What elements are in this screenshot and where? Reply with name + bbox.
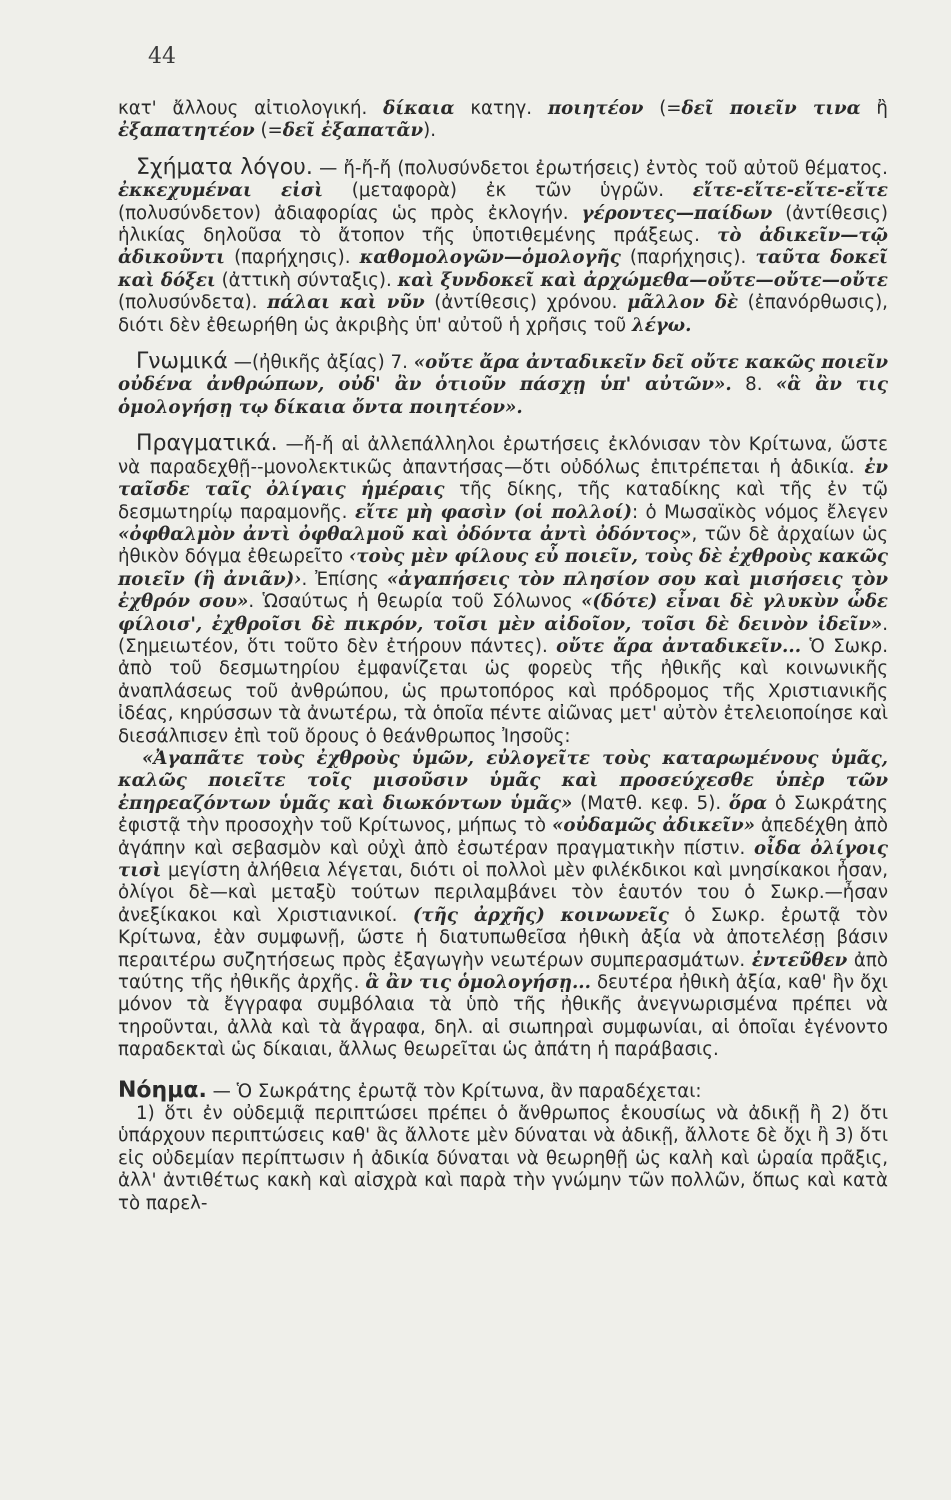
schemata-greek-7: καὶ ξυνδοκεῖ καὶ ἀρχώμεθα—οὔτε—οὔτε—οὔτε bbox=[397, 269, 888, 291]
pragmatika-text-5: . Ἐπίσης bbox=[301, 568, 379, 590]
page-text bbox=[118, 98, 888, 1215]
pragmatika-greek-6: «(δότε) εἶναι δὲ γλυκὺν ὧδε φίλοισ', ἐχθροῖσι δὲ πικρόν, τοῖσι μὲν αἰδοῖον, τοῖσι δὲ δεινὸν ἰδεῖν» bbox=[118, 591, 888, 635]
schemata-text-6: (παρήχησις). bbox=[629, 247, 747, 269]
schemata-text-1: — ἤ-ἤ-ἤ (πολυσύνδετοι ἐρωτήσεις) ἐντὸς τοῦ αὐτοῦ θέματος. bbox=[319, 157, 888, 179]
pragmatika-greek-9: «οὐδαμῶς ἀδικεῖν» bbox=[552, 815, 755, 837]
pragmatika-heading: Πραγματικά. bbox=[136, 431, 278, 457]
schemata-greek-8: πάλαι καὶ νῦν bbox=[267, 292, 425, 314]
schemata-greek-2: εἴτε-εἴτε-εἴτε-εἴτε bbox=[692, 180, 888, 202]
pragmatika-greek-13: ἃ ἂν τις ὁμολογήσῃ... bbox=[365, 972, 591, 994]
schemata-text-2: (μεταφορὰ) ἐκ τῶν ὑγρῶν. bbox=[351, 180, 665, 202]
intro-text-4: ἢ bbox=[876, 98, 888, 119]
gnomika-greek-2: «ἃ ἂν τις ὁμολογήσῃ τῳ δίκαια ὄντα ποιητέον». bbox=[118, 374, 888, 418]
pragmatika-greek-1: ἐν ταῖσδε ταῖς ὀλίγαις ἡμέραις bbox=[118, 456, 888, 501]
gnomika-text-1: —(ἠθικῆς ἀξίας) 7. bbox=[233, 352, 408, 374]
schemata-text-3: (πολυσύνδετον) ἀδιαφορίας ὡς πρὸς ἐκλογήν. bbox=[118, 202, 569, 224]
page-number: 44 bbox=[148, 44, 176, 69]
schemata-greek-5: καθομολογῶν—ὁμολογῆς bbox=[359, 247, 621, 269]
intro-text-5: (= bbox=[260, 120, 283, 142]
intro-paragraph bbox=[118, 98, 888, 143]
pragmatika-text-13: ἀπὸ ταύτης τῆς ἠθικῆς ἀρχῆς. bbox=[118, 949, 888, 994]
intro-text-2: κατηγ. bbox=[470, 98, 533, 119]
pragmatika-text-8: Ὁ Σωκρ. ἀπὸ τοῦ δεσμωτηρίου ἐμφανίζεται ὡς φορεὺς τῆς ἠθικῆς καὶ κοινωνικῆς ἀναπλάσεως τοῦ ἀνθρώπου, ὡς πρωτοπόρος καὶ πρόδρομος τῆς Χριστιανικῆς ἰδέας, κηρύσσων τὰ ἀνωτέρω, τὰ ὁποῖα πέντε αἰῶνας μετ' αὐτὸν ἐτελειοποίησε καὶ διεσάλπισεν ἐπὶ τοῦ ὄρους ὁ θεάνθρωπος Ἰησοῦς: bbox=[118, 635, 888, 747]
schemata-greek-3: γέροντες—παίδων bbox=[581, 202, 773, 224]
intro-greek-5: δεῖ ἐξαπατᾶν bbox=[282, 120, 424, 142]
pragmatika-text-1: —ἤ-ἤ αἱ ἀλλεπάλληλοι ἐρωτήσεις ἐκλόνισαν τὸν Κρίτωνα, ὥστε νὰ παραδεχθῇ--μονολεκτικῶς ἀπαντήσας—ὅτι οὐδόλως ἐπιτρέπεται ἡ ἀδικία. bbox=[118, 434, 888, 478]
pragmatika-greek-11: (τῆς ἀρχῆς) κοινωνεῖς bbox=[412, 904, 669, 926]
schemata-text-9: (ἀντίθεσις) χρόνου. bbox=[434, 292, 618, 314]
noema-paragraph bbox=[118, 1077, 888, 1103]
pragmatika-text-9: ὁ Σωκράτης ἐφιστᾷ τὴν προσοχὴν τοῦ Κρίτωνος, μήπως τὸ bbox=[118, 792, 888, 837]
pragmatika-text-11: μεγίστη ἀλήθεια λέγεται, διότι οἱ πολλοὶ μὲν φιλέκδικοι καὶ μνησίκακοι ἦσαν, ὀλίγοι δὲ—καὶ μεταξὺ τούτων περιλαμβάνει τὸν ἑαυτόν του ὁ Σωκρ.—ἦσαν ἀνεξίκακοι καὶ Χριστιανικοί. bbox=[118, 860, 888, 926]
noema-text-2: 1) ὅτι ἐν οὐδεμιᾷ περιπτώσει πρέπει ὁ ἄνθρωπος ἑκουσίως νὰ ἀδικῇ ἢ 2) ὅτι ὑπάρχουν περιπτώσεις καθ' ἃς ἄλλοτε μὲν δύναται νὰ ἀδικῇ, ἄλλοτε δὲ ὄχι ἢ 3) ὅτι εἰς οὐδεμίαν περίπτωσιν ἡ ἀδικία δύναται νὰ θεωρηθῇ ὡς καλὴ καὶ ὡραία πρᾶξις, ἀλλ' ἀντιθέτως κακὴ καὶ αἰσχρὰ καὶ παρὰ τὴν γνώμην τῶν πολλῶν, ὅπως καὶ κατὰ τὸ παρελ- bbox=[118, 1103, 888, 1214]
pragmatika-greek-7: οὔτε ἄρα ἀνταδικεῖν... bbox=[556, 635, 802, 657]
schemata-text-8: (πολυσύνδετα). bbox=[118, 292, 258, 314]
intro-text-6: ). bbox=[423, 120, 436, 142]
schemata-text-10: (ἐπανόρθωσις), διότι δὲν ἐθεωρήθη ὡς ἀκριβὴς ὑπ' αὐτοῦ ἡ χρῆσις τοῦ bbox=[118, 292, 888, 336]
pragmatika-paragraph bbox=[118, 433, 888, 748]
noema-text-1: — Ὁ Σωκράτης ἐρωτᾷ τὸν Κρίτωνα, ἂν παραδέχεται: bbox=[212, 1080, 702, 1102]
pragmatika-greek-3: «ὀφθαλμὸν ἀντὶ ὀφθαλμοῦ καὶ ὀδόντα ἀντὶ ὀδόντος» bbox=[118, 523, 692, 545]
schemata-greek-6: ταῦτα δοκεῖ καὶ δόξει bbox=[118, 247, 888, 291]
pragmatika-greek-12: ἐντεῦθεν bbox=[751, 949, 848, 971]
pragmatika-greek-2: εἴτε μὴ φασὶν (οἱ πολλοί) bbox=[354, 501, 632, 523]
pragmatika-greek-8: ὅρα bbox=[728, 792, 768, 814]
schemata-greek-1: ἐκκεχυμέναι εἰσὶ bbox=[118, 180, 324, 202]
intro-text-3: (= bbox=[659, 98, 682, 119]
gnomika-paragraph bbox=[118, 351, 888, 419]
schemata-text-7: (ἀττικὴ σύνταξις). bbox=[221, 269, 392, 291]
gnomika-greek-1: «οὔτε ἄρα ἀνταδικεῖν δεῖ οὔτε κακῶς ποιεῖν οὐδένα ἀνθρώπων, οὐδ' ἂν ὁτιοῦν πάσχῃ ὑπ' αὐτῶν». bbox=[118, 352, 888, 396]
schemata-paragraph bbox=[118, 154, 888, 337]
schemata-heading: Σχήματα λόγου. bbox=[136, 154, 313, 180]
pragmatika-greek-5: «ἀγαπήσεις τὸν πλησίον σου καὶ μισήσεις τὸν ἐχθρόν σου» bbox=[118, 568, 889, 613]
gnomika-heading: Γνωμικά bbox=[136, 349, 228, 375]
gospel-quote-greek: «Ἀγαπᾶτε τοὺς ἐχθροὺς ὑμῶν, εὐλογεῖτε τοὺς καταρωμένους ὑμᾶς, καλῶς ποιεῖτε τοῖς μισοῦσιν ὑμᾶς καὶ προσεύχεσθε ὑπὲρ τῶν ἐπηρεαζόντων ὑμᾶς καὶ διωκόντων ὑμᾶς» bbox=[118, 747, 888, 814]
intro-text-1: κατ' ἄλλους αἰτιολογική. bbox=[118, 98, 368, 119]
schemata-text-4: (ἀντίθεσις) ἡλικίας δηλοῦσα τὸ ἄτοπον τῆς ὑποτιθεμένης πράξεως. bbox=[118, 202, 888, 247]
pragmatika-greek-4: ‹τοὺς μὲν φίλους εὖ ποιεῖν, τοὺς δὲ ἐχθροὺς κακῶς ποιεῖν (ἢ ἀνιᾶν)› bbox=[118, 546, 888, 590]
pragmatika-text-7: . (Σημειωτέον, ὅτι τοῦτο δὲν ἐτήρουν πάντες). bbox=[118, 613, 888, 657]
schemata-greek-4: τὸ ἀδικεῖν—τῷ ἀδικοῦντι bbox=[118, 225, 888, 269]
noema-points bbox=[118, 1103, 888, 1215]
gnomika-text-2: 8. bbox=[745, 374, 763, 396]
pragmatika-text-12: ὁ Σωκρ. ἐρωτᾷ τὸν Κρίτωνα, ἐὰν συμφωνῇ, ὥστε ἡ διατυπωθεῖσα ἠθικὴ ἀξία νὰ ἀποτελέσῃ βάσιν περαιτέρω συζητήσεως πρὸς ἐξαγωγὴν νεωτέρων συμπερασμάτων. bbox=[118, 904, 888, 971]
intro-greek-4: ἐξαπατητέον bbox=[118, 120, 255, 142]
pragmatika-text-2: τῆς δίκης, τῆς καταδίκης καὶ τῆς ἐν τῷ δεσμωτηρίῳ παραμονῆς. bbox=[118, 479, 888, 523]
schemata-text-5: (παρήχησις). bbox=[234, 247, 351, 269]
pragmatika-text-3: : ὁ Μωσαϊκὸς νόμος ἔλεγεν bbox=[631, 501, 888, 523]
pragmatika-text-10: ἀπεδέχθη ἀπὸ ἀγάπην καὶ σεβασμὸν καὶ οὐχὶ ἀπὸ ἐσωτέραν πραγματικὴν πίστιν. bbox=[118, 815, 888, 859]
noema-heading: Νόημα. bbox=[118, 1077, 207, 1103]
gospel-quote-reference: (Ματθ. κεφ. 5). bbox=[580, 792, 722, 814]
pragmatika-text-6: . Ὡσαύτως ἡ θεωρία τοῦ Σόλωνος bbox=[248, 591, 573, 613]
intro-greek-1: δίκαια bbox=[383, 98, 455, 119]
gospel-quote bbox=[118, 748, 888, 1062]
pragmatika-greek-10: οἶδα ὀλίγοις τισὶ bbox=[118, 837, 888, 881]
schemata-greek-10: λέγω. bbox=[631, 314, 692, 336]
pragmatika-text-4: , τῶν δὲ ἀρχαίων ὡς ἠθικὸν δόγμα ἐθεωρεῖτο bbox=[118, 523, 889, 568]
pragmatika-text-14: δευτέρα ἠθικὴ ἀξία, καθ' ἣν ὄχι μόνον τὰ ἔγγραφα συμβόλαια τὰ ὑπὸ τῆς ἠθικῆς ἀνεγνωρισμένα πρέπει νὰ τηροῦνται, ἀλλὰ καὶ τὰ ἄγραφα, δηλ. αἱ σιωπηραὶ συμφωνίαι, αἱ ὁποῖαι ἐγένοντο παραδεκταὶ ὡς δίκαιαι, ἄλλως θεωρεῖται ὡς ἀπάτη ἡ παράβασις. bbox=[118, 972, 888, 1061]
intro-greek-3: δεῖ ποιεῖν τινα bbox=[681, 98, 861, 119]
schemata-greek-9: μᾶλλον δὲ bbox=[627, 292, 739, 314]
intro-greek-2: ποιητέον bbox=[547, 98, 644, 119]
